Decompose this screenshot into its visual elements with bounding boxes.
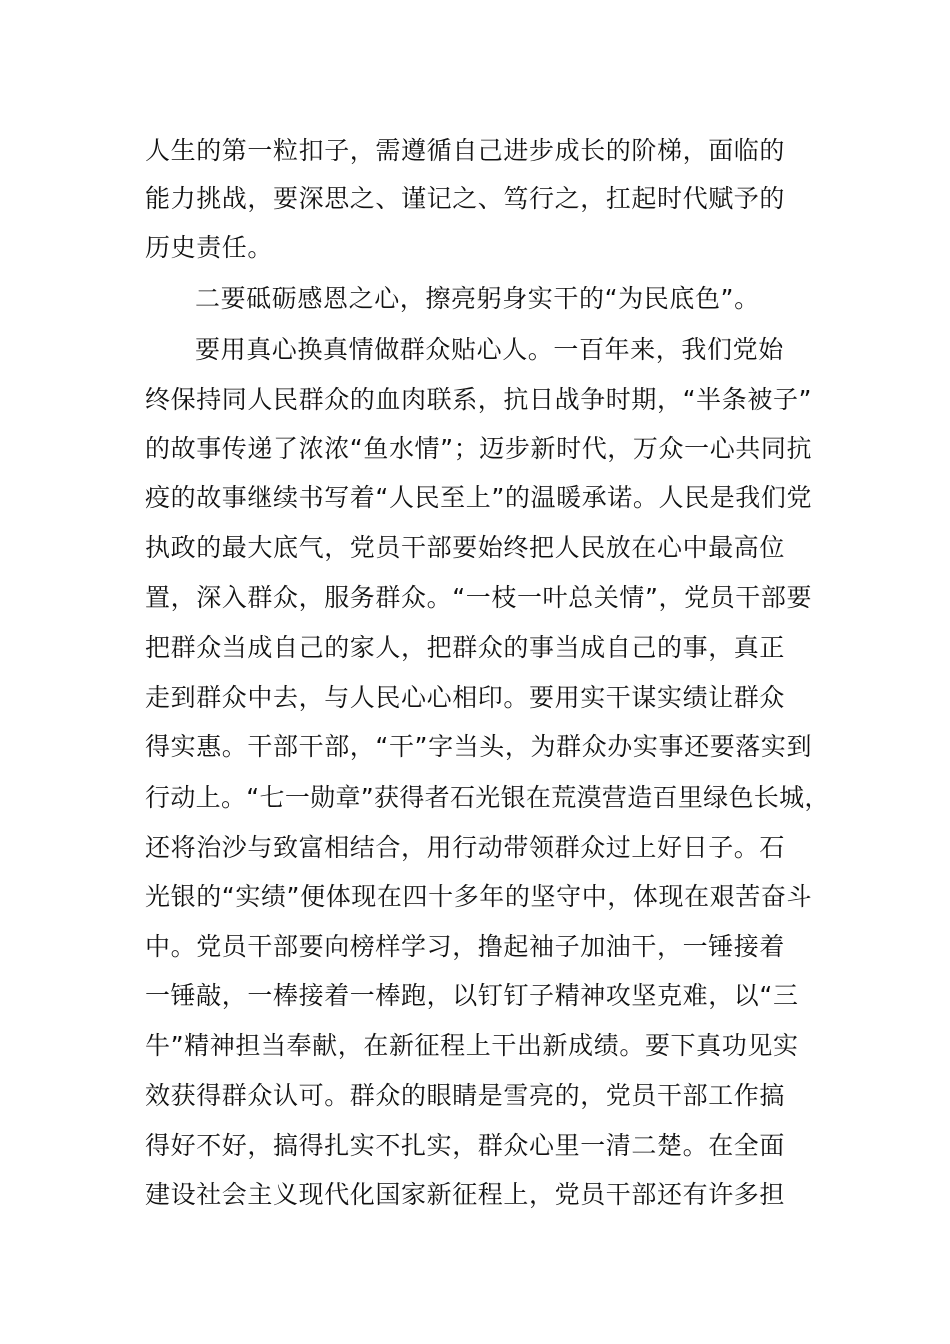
- text-line: 把群众当成自己的家人，把群众的事当成自己的事，真正: [145, 633, 786, 662]
- text-line: 光银的“实绩”便体现在四十多年的坚守中，体现在艰苦奋斗: [145, 882, 813, 911]
- text-line: 疫的故事继续书写着“人民至上”的温暖承诺。人民是我们党: [145, 483, 813, 512]
- text-line: 置，深入群众，服务群众。“一枝一叶总关情”，党员干部要: [145, 583, 813, 612]
- text-line: 得好不好，搞得扎实不扎实，群众心里一清二楚。在全面: [145, 1131, 786, 1160]
- text-line: 人生的第一粒扣子，需遵循自己进步成长的阶梯，面临的: [145, 136, 786, 165]
- text-line: 行动上。“七一勋章”获得者石光银在荒漠营造百里绿色长城，: [145, 783, 830, 812]
- text-line: 一锤敲，一棒接着一棒跑，以钉钉子精神攻坚克难，以“三: [145, 981, 799, 1010]
- text-line: 还将治沙与致富相结合，用行动带领群众过上好日子。石: [145, 833, 786, 862]
- text-line: 终保持同人民群众的血肉联系，抗日战争时期，“半条被子”: [145, 385, 813, 414]
- text-line: 的故事传递了浓浓“鱼水情”；迈步新时代，万众一心共同抗: [145, 434, 813, 463]
- text-line: 中。党员干部要向榜样学习，撸起袖子加油干，一锤接着: [145, 932, 786, 961]
- section-heading: 二要砥砺感恩之心，擦亮躬身实干的“为民底色”。: [195, 284, 760, 313]
- text-line: 要用真心换真情做群众贴心人。一百年来，我们党始: [195, 335, 784, 364]
- text-line: 执政的最大底气，党员干部要始终把人民放在心中最高位: [145, 533, 786, 562]
- text-line: 能力挑战，要深思之、谨记之、笃行之，扛起时代赋予的: [145, 184, 786, 213]
- text-line: 建设社会主义现代化国家新征程上，党员干部还有许多担: [145, 1180, 786, 1209]
- text-line: 得实惠。干部干部，“干”字当头，为群众办实事还要落实到: [145, 732, 813, 761]
- text-line: 效获得群众认可。群众的眼睛是雪亮的，党员干部工作搞: [145, 1081, 786, 1110]
- text-line: 牛”精神担当奉献，在新征程上干出新成绩。要下真功见实: [145, 1031, 799, 1060]
- text-line: 走到群众中去，与人民心心相印。要用实干谋实绩让群众: [145, 683, 786, 712]
- text-line: 历史责任。: [145, 233, 274, 262]
